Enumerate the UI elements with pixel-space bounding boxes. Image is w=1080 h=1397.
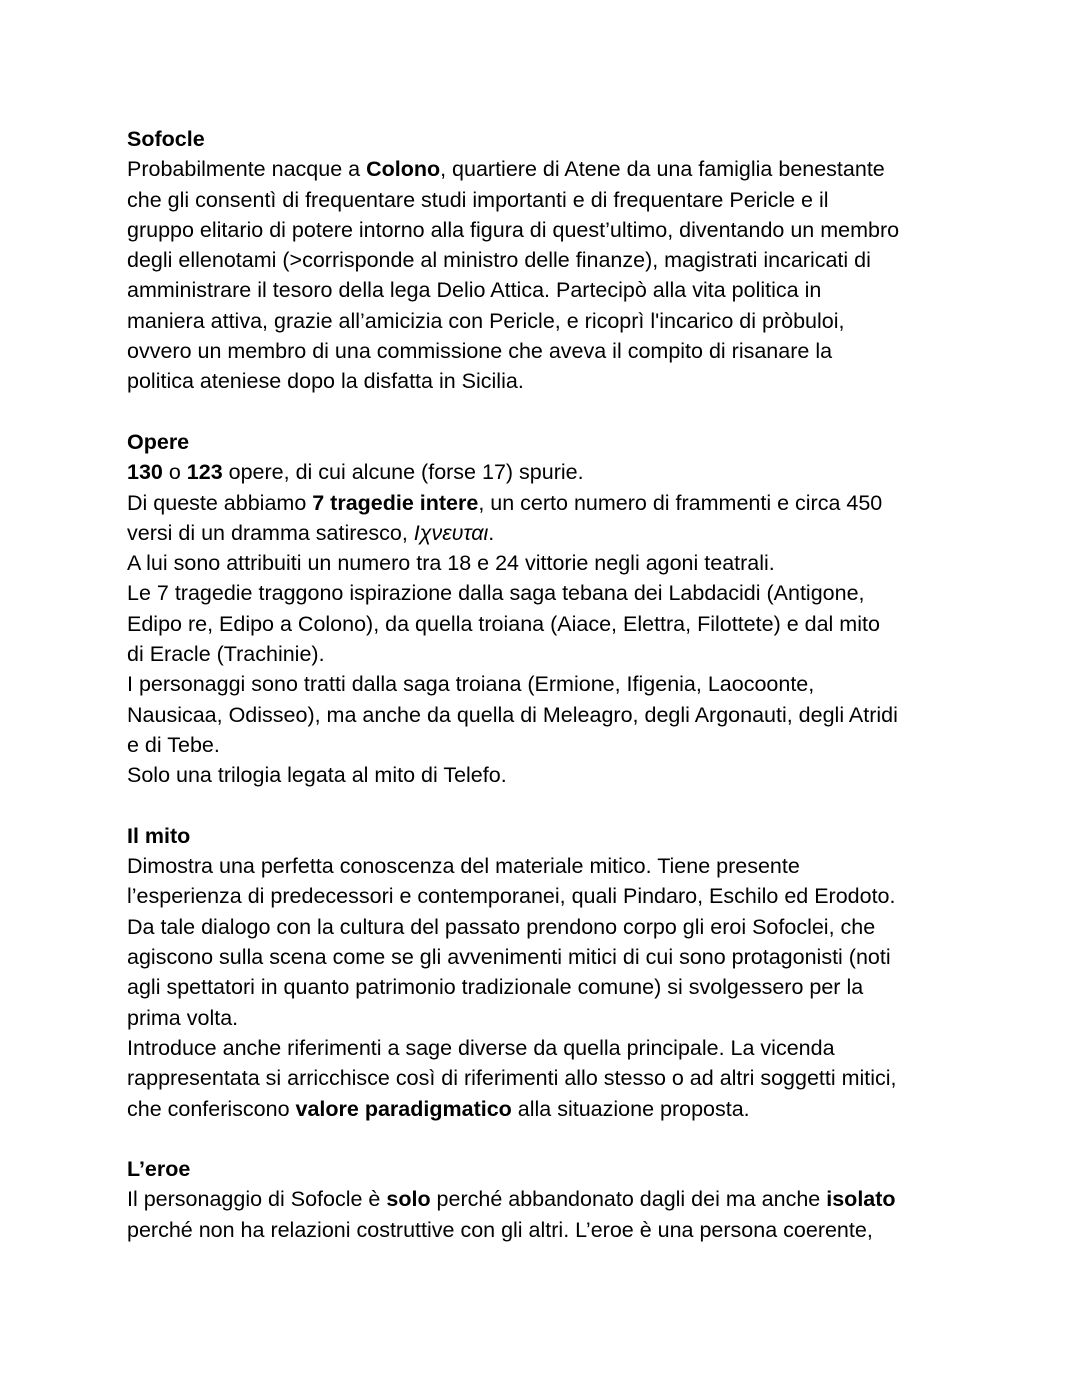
paragraph-line xyxy=(127,942,957,972)
section-heading: Sofocle xyxy=(127,127,205,151)
paragraph-line xyxy=(127,669,957,699)
paragraph-line xyxy=(127,578,957,608)
text-run: perché non ha relazioni costruttive con gli altri. L’eroe è una persona coerente, xyxy=(127,1217,873,1242)
bold-text: valore paradigmatico xyxy=(295,1096,512,1121)
document-page xyxy=(127,124,957,1245)
paragraph-line xyxy=(127,548,957,578)
text-run: versi di un dramma satiresco, xyxy=(127,520,414,545)
text-run: che gli consentì di frequentare studi importanti e di frequentare Pericle e il xyxy=(127,187,829,212)
text-run: di Eracle (Trachinie). xyxy=(127,642,325,667)
section-heading: L’eroe xyxy=(127,1157,191,1182)
text-run: I personaggi sono tratti dalla saga troiana (Ermione, Ifigenia, Laocoonte, xyxy=(127,672,815,697)
section-sofocle xyxy=(127,124,957,397)
text-run: Dimostra una perfetta conoscenza del materiale mitico. Tiene presente xyxy=(127,854,800,879)
paragraph-line xyxy=(127,245,957,275)
paragraph-line xyxy=(127,1215,957,1245)
paragraph-line xyxy=(127,851,957,881)
text-run: agli spettatori in quanto patrimonio tradizionale comune) si svolgessero per la xyxy=(127,975,864,1000)
text-run: o xyxy=(162,460,187,485)
italic-text: Ιχνευται xyxy=(413,520,489,545)
text-run: agiscono sulla scena come se gli avvenimenti mitici di cui sono protagonisti (noti xyxy=(127,945,891,970)
text-run: rappresentata si arricchisce così di riferimenti allo stesso o ad altri soggetti mitici, xyxy=(127,1066,897,1091)
paragraph-line xyxy=(127,1063,957,1093)
paragraph-line xyxy=(127,1003,957,1033)
paragraph-spacer xyxy=(127,397,957,427)
paragraph-line xyxy=(127,366,957,396)
paragraph-line xyxy=(127,154,957,184)
text-run: Di queste abbiamo xyxy=(127,490,313,515)
text-run: Le 7 tragedie traggono ispirazione dalla saga tebana dei Labdacidi (Antigone, xyxy=(127,581,865,606)
text-run: , quartiere di Atene da una famiglia benestante xyxy=(440,157,885,182)
text-run: A lui sono attribuiti un numero tra 18 e 24 vittorie negli agoni teatrali. xyxy=(127,551,775,576)
text-run: alla situazione proposta. xyxy=(511,1096,750,1121)
paragraph-line xyxy=(127,700,957,730)
text-run: l’esperienza di predecessori e contemporanei, quali Pindaro, Eschilo ed Erodoto. xyxy=(127,884,896,909)
section-heading: Opere xyxy=(127,429,190,454)
paragraph-line xyxy=(127,215,957,245)
text-run: Introduce anche riferimenti a sage diverse da quella principale. La vicenda xyxy=(127,1035,835,1060)
text-run: Probabilmente nacque a xyxy=(127,157,367,182)
section-opere xyxy=(127,427,957,791)
text-run: . xyxy=(488,520,495,545)
bold-text: 123 xyxy=(186,460,223,485)
bold-text: isolato xyxy=(826,1187,896,1212)
text-run: perché abbandonato dagli dei ma anche xyxy=(430,1187,827,1212)
text-run: Il personaggio di Sofocle è xyxy=(127,1187,387,1212)
text-run: che conferiscono xyxy=(127,1096,296,1121)
paragraph-line xyxy=(127,185,957,215)
paragraph-line xyxy=(127,457,957,487)
bold-text: 7 tragedie intere xyxy=(312,490,479,515)
text-run: degli ellenotami (>corrisponde al ministro delle finanze), magistrati incaricati di xyxy=(127,248,871,273)
paragraph-line xyxy=(127,1094,957,1124)
bold-text: Colono xyxy=(366,157,441,182)
text-run: opere, di cui alcune (forse 17) spurie. xyxy=(222,460,584,485)
paragraph-line xyxy=(127,1033,957,1063)
section-il-mito xyxy=(127,821,957,1124)
section-l-eroe xyxy=(127,1154,957,1245)
text-run: Da tale dialogo con la cultura del passato prendono corpo gli eroi Sofoclei, che xyxy=(127,914,876,939)
text-run: politica ateniese dopo la disfatta in Sicilia. xyxy=(127,369,524,394)
paragraph-line xyxy=(127,336,957,366)
paragraph-line xyxy=(127,1184,957,1214)
paragraph-line xyxy=(127,609,957,639)
text-run: Edipo re, Edipo a Colono), da quella troiana (Aiace, Elettra, Filottete) e dal mito xyxy=(127,611,880,636)
text-run: ovvero un membro di una commissione che aveva il compito di risanare la xyxy=(127,339,833,364)
paragraph-line xyxy=(127,730,957,760)
text-run: Nausicaa, Odisseo), ma anche da quella di Meleagro, degli Argonauti, degli Atridi xyxy=(127,702,898,727)
paragraph-spacer xyxy=(127,791,957,821)
paragraph-line xyxy=(127,488,957,518)
text-run: prima volta. xyxy=(127,1005,239,1030)
paragraph-line xyxy=(127,518,957,548)
text-run: maniera attiva, grazie all’amicizia con Pericle, e ricoprì l'incarico di pròbuloi, xyxy=(127,308,845,333)
text-run: , un certo numero di frammenti e circa 450 xyxy=(478,490,883,515)
text-run: gruppo elitario di potere intorno alla figura di quest’ultimo, diventando un membro xyxy=(127,217,900,242)
section-heading: Il mito xyxy=(127,823,191,848)
paragraph-line xyxy=(127,275,957,305)
text-run: Solo una trilogia legata al mito di Telefo. xyxy=(127,763,507,788)
bold-text: 130 xyxy=(127,460,163,485)
paragraph-line xyxy=(127,881,957,911)
text-run: e di Tebe. xyxy=(127,732,220,757)
paragraph-line xyxy=(127,760,957,790)
paragraph-spacer xyxy=(127,1124,957,1154)
paragraph-line xyxy=(127,972,957,1002)
paragraph-line xyxy=(127,306,957,336)
paragraph-line xyxy=(127,639,957,669)
bold-text: solo xyxy=(386,1187,431,1212)
text-run: amministrare il tesoro della lega Delio Attica. Partecipò alla vita politica in xyxy=(127,278,822,303)
paragraph-line xyxy=(127,912,957,942)
